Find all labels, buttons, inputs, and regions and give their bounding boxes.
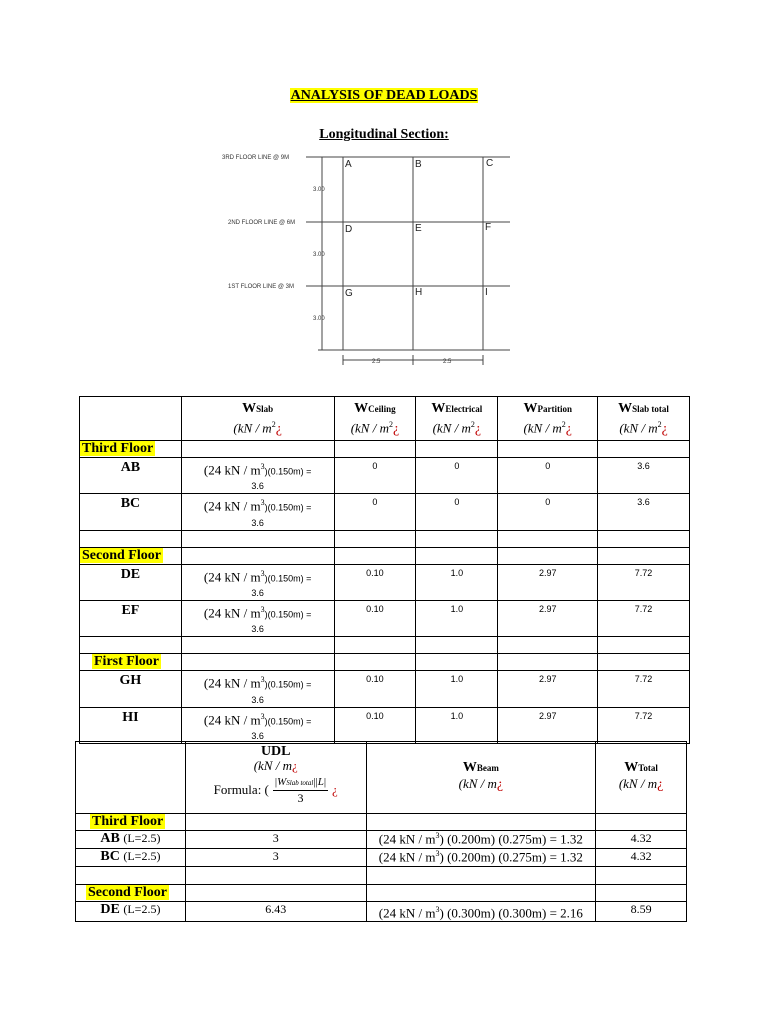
udl-value: 3 — [185, 831, 366, 849]
udl-beam-table — [75, 741, 687, 922]
electrical-value: 0 — [416, 494, 498, 530]
section-label: Second Floor — [76, 885, 186, 902]
node-label: A — [345, 159, 352, 170]
floor-line-3: 3RD FLOOR LINE @ 9M — [222, 155, 290, 161]
node-label: F — [485, 222, 492, 233]
spacer-row — [76, 867, 687, 885]
table-row — [76, 902, 687, 922]
electrical-value: 0 — [416, 458, 498, 494]
table-cell — [80, 397, 182, 441]
slab-formula: (24 kN / $m^3)(0.150m)$ = 3.6 — [181, 707, 334, 743]
electrical-value: 1.0 — [416, 600, 498, 636]
electrical-value: 1.0 — [416, 564, 498, 600]
slab-total-value: 3.6 — [598, 494, 690, 530]
partition-value: 2.97 — [498, 707, 598, 743]
slab-total-value: 7.72 — [598, 671, 690, 707]
slab-formula: (24 kN / $m^3)(0.150m)$ = 3.6 — [181, 494, 334, 530]
header-w-total: WTotal (kN / m¿ — [596, 742, 687, 814]
section-row — [76, 814, 687, 831]
partition-value: 2.97 — [498, 671, 598, 707]
ceiling-value: 0.10 — [334, 564, 416, 600]
header-w-partition: WPartition ($kN / m^2¿$ — [498, 397, 598, 441]
row-label: AB (L=2.5) — [76, 831, 186, 849]
ceiling-value: 0.10 — [334, 600, 416, 636]
span-label: 2.5 — [443, 359, 452, 365]
udl-value: 6.43 — [185, 902, 366, 922]
table-row — [76, 831, 687, 849]
total-value: 8.59 — [596, 902, 687, 922]
slab-formula: (24 kN / $m^3)(0.150m)$ = 3.6 — [181, 564, 334, 600]
slab-load-table — [79, 396, 690, 744]
row-label: BC — [80, 494, 182, 530]
table-row — [80, 494, 690, 530]
node-label: E — [415, 223, 422, 234]
spacer-row — [80, 637, 690, 654]
height-label: 3.00 — [313, 316, 325, 322]
slab-total-value: 3.6 — [598, 458, 690, 494]
slab-formula: (24 kN / $m^3)(0.150m)$ = 3.6 — [181, 671, 334, 707]
slab-formula: (24 kN / $m^3)(0.150m)$ = 3.6 — [181, 458, 334, 494]
electrical-value: 1.0 — [416, 671, 498, 707]
node-label: B — [415, 159, 422, 170]
row-label: DE (L=2.5) — [76, 902, 186, 922]
row-label: GH — [80, 671, 182, 707]
slab-total-value: 7.72 — [598, 707, 690, 743]
row-label: HI — [80, 707, 182, 743]
row-label: DE — [80, 564, 182, 600]
height-label: 3.00 — [313, 187, 325, 193]
table-cell — [76, 742, 186, 814]
node-label: I — [485, 287, 488, 298]
beam-formula: (24 kN / $m^3$) (0.200m) (0.275m) = 1.32 — [366, 831, 596, 849]
page-title: ANALYSIS OF DEAD LOADS — [290, 88, 478, 103]
row-label: AB — [80, 458, 182, 494]
floor-line-2: 2ND FLOOR LINE @ 6M — [228, 220, 296, 226]
partition-value: 0 — [498, 494, 598, 530]
section-row — [80, 654, 690, 671]
header-udl: UDL (kN / m¿ Formula: ( |WSlab total||L| 3 ¿ — [185, 742, 366, 814]
row-label: BC (L=2.5) — [76, 849, 186, 867]
partition-value: 2.97 — [498, 600, 598, 636]
longitudinal-section-diagram — [210, 150, 520, 370]
header-w-ceiling: WCeiling ($kN / m^2¿$ — [334, 397, 416, 441]
table-row — [80, 458, 690, 494]
ceiling-value: 0 — [334, 458, 416, 494]
slab-total-value: 7.72 — [598, 564, 690, 600]
table-header-row — [76, 742, 687, 814]
height-label: 3.00 — [313, 252, 325, 258]
ceiling-value: 0.10 — [334, 707, 416, 743]
section-label: Second Floor — [80, 547, 182, 564]
ceiling-value: 0 — [334, 494, 416, 530]
section-row — [80, 441, 690, 458]
header-w-electrical: WElectrical ($kN / m^2¿$ — [416, 397, 498, 441]
slab-formula: (24 kN / $m^3)(0.150m)$ = 3.6 — [181, 600, 334, 636]
node-label: D — [345, 224, 353, 235]
table-header-row — [80, 397, 690, 441]
table-row — [80, 564, 690, 600]
spacer-row — [80, 530, 690, 547]
total-value: 4.32 — [596, 831, 687, 849]
beam-formula: (24 kN / $m^3$) (0.300m) (0.300m) = 2.16 — [366, 902, 596, 922]
header-w-beam: WBeam (kN / m¿ — [366, 742, 596, 814]
node-label: H — [415, 287, 423, 298]
section-label: Third Floor — [76, 814, 186, 831]
partition-value: 0 — [498, 458, 598, 494]
table-row — [76, 849, 687, 867]
electrical-value: 1.0 — [416, 707, 498, 743]
span-label: 2.5 — [372, 359, 381, 365]
section-label: First Floor — [80, 654, 182, 671]
table-row — [80, 600, 690, 636]
table-row — [80, 671, 690, 707]
table-row — [80, 707, 690, 743]
header-w-slab: WSlab ($kN / m^2¿$ — [181, 397, 334, 441]
row-label: EF — [80, 600, 182, 636]
floor-line-1: 1ST FLOOR LINE @ 3M — [228, 284, 294, 290]
slab-total-value: 7.72 — [598, 600, 690, 636]
beam-formula: (24 kN / $m^3$) (0.200m) (0.275m) = 1.32 — [366, 849, 596, 867]
node-label: C — [486, 158, 494, 169]
section-row — [80, 547, 690, 564]
total-value: 4.32 — [596, 849, 687, 867]
section-label: Third Floor — [80, 441, 182, 458]
udl-value: 3 — [185, 849, 366, 867]
node-label: G — [345, 288, 353, 299]
section-row — [76, 885, 687, 902]
header-w-slab-total: WSlab total ($kN / m^2¿$ — [598, 397, 690, 441]
partition-value: 2.97 — [498, 564, 598, 600]
ceiling-value: 0.10 — [334, 671, 416, 707]
section-subtitle: Longitudinal Section: — [319, 127, 449, 142]
